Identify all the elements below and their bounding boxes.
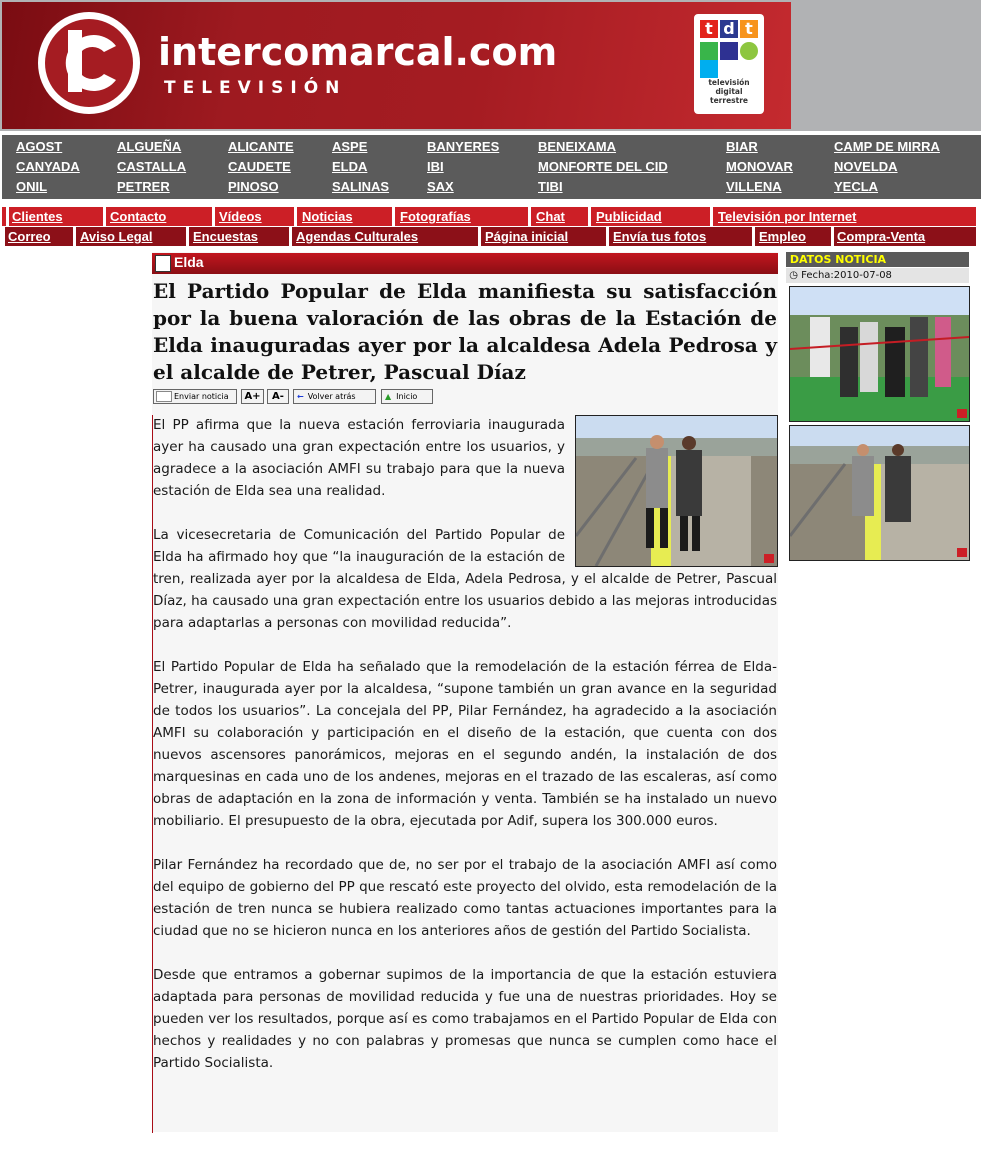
menu-videos[interactable]: Vídeos: [219, 209, 262, 224]
envelope-icon: [156, 391, 172, 402]
menu-separator: [2, 227, 5, 246]
section-label[interactable]: Elda: [174, 254, 204, 270]
menu-separator: [212, 207, 215, 226]
sidebar-date: ◷ Fecha:2010-07-08: [786, 268, 969, 283]
article-body: [153, 414, 777, 1096]
town-link[interactable]: VILLENA: [726, 179, 782, 194]
menu-correo[interactable]: Correo: [8, 229, 51, 244]
tdt-letter: d: [720, 20, 738, 38]
menu-noticias[interactable]: Noticias: [302, 209, 353, 224]
town-link[interactable]: CAUDETE: [228, 159, 291, 174]
town-link[interactable]: ONIL: [16, 179, 48, 194]
menu-clientes[interactable]: Clientes: [12, 209, 63, 224]
menu-separator: [606, 227, 609, 246]
town-link[interactable]: ASPE: [332, 139, 368, 154]
photo-spacer: [565, 414, 777, 564]
tdt-letter: t: [740, 20, 758, 38]
send-news-button[interactable]: Enviar noticia: [153, 389, 237, 404]
menu-separator: [752, 227, 755, 246]
arrow-left-icon: ←: [297, 392, 304, 401]
town-link[interactable]: YECLA: [834, 179, 879, 194]
tdt-block: [740, 42, 758, 60]
menu-pagina-inicial[interactable]: Página inicial: [485, 229, 569, 244]
menu-chat[interactable]: Chat: [536, 209, 565, 224]
tdt-block: [720, 42, 738, 60]
menu-separator: [103, 207, 106, 226]
menu-separator: [831, 227, 834, 246]
sidebar-photo-1[interactable]: [789, 286, 970, 422]
town-link[interactable]: MONOVAR: [726, 159, 793, 174]
menu-separator: [588, 207, 591, 226]
pencil-icon: [155, 255, 171, 272]
menu-publicidad[interactable]: Publicidad: [596, 209, 662, 224]
site-brand[interactable]: intercomarcal.com: [158, 30, 558, 74]
town-link[interactable]: ALGUEÑA: [117, 139, 182, 154]
town-link[interactable]: ELDA: [332, 159, 368, 174]
menu-contacto[interactable]: Contacto: [110, 209, 167, 224]
menu-bar-2: [2, 227, 976, 246]
town-link[interactable]: AGOST: [16, 139, 63, 154]
town-link[interactable]: BIAR: [726, 139, 758, 154]
town-link[interactable]: CAMP DE MIRRA: [834, 139, 940, 154]
towns-nav: [2, 135, 981, 199]
menu-separator: [289, 227, 292, 246]
section-bar: [152, 253, 778, 274]
clock-icon: ◷: [789, 270, 798, 281]
town-link[interactable]: ALICANTE: [228, 139, 294, 154]
town-link[interactable]: MONFORTE DEL CID: [538, 159, 668, 174]
town-link[interactable]: BANYERES: [427, 139, 500, 154]
back-button[interactable]: ← Volver atrás: [293, 389, 376, 404]
sidebar-title: DATOS NOTICIA: [786, 252, 969, 267]
article-paragraph: Pilar Fernández ha recordado que de, no ser por el trabajo de la asociación AMFI así como del equipo de gobierno del PP que rescató este proyecto del olvido, esta remodelación de la estación de tren nunca se hubiera realizado como tantas actuaciones importantes para la ciudad que no se hicieron nunca en los anteriores años de gestión del Partido Socialista.: [153, 857, 777, 939]
menu-separator: [6, 207, 9, 226]
menu-separator: [710, 207, 713, 226]
tdt-block: [700, 60, 718, 78]
font-increase-button[interactable]: A+: [241, 389, 264, 404]
menu-separator: [186, 227, 189, 246]
tdt-text: televisión digital terrestre: [708, 78, 750, 105]
tdt-letter: t: [700, 20, 718, 38]
menu-separator: [73, 227, 76, 246]
article-paragraph: El PP afirma que la nueva estación ferroviaria inaugurada ayer ha causado una gran expectación entre los usuarios, y agradece a la asociación AMFI su trabajo para que la nueva estación de Elda sea una realidad.: [153, 414, 777, 502]
article-paragraph: La vicesecretaria de Comunicación del Partido Popular de Elda ha afirmado hoy que “la inauguración de la estación de tren, realizada ayer por la alcaldesa de Elda, Adela Pedrosa, y el alcalde de Petrer, Pascual Díaz, ha causado una gran expectación entre los usuarios debido a las mejoras introducidas para adaptarlas a personas con movilidad reducida”.: [153, 527, 777, 631]
town-link[interactable]: IBI: [427, 159, 444, 174]
town-link[interactable]: SAX: [427, 179, 454, 194]
town-link[interactable]: PETRER: [117, 179, 170, 194]
town-link[interactable]: CASTALLA: [117, 159, 187, 174]
town-link[interactable]: PINOSO: [228, 179, 279, 194]
tdt-logo: [694, 14, 764, 114]
menu-separator: [392, 207, 395, 226]
menu-separator: [478, 227, 481, 246]
menu-encuestas[interactable]: Encuestas: [193, 229, 259, 244]
font-decrease-button[interactable]: A-: [267, 389, 289, 404]
menu-bar-1: [2, 207, 976, 226]
menu-aviso-legal[interactable]: Aviso Legal: [80, 229, 153, 244]
menu-envia-fotos[interactable]: Envía tus fotos: [613, 229, 707, 244]
town-link[interactable]: CANYADA: [16, 159, 80, 174]
town-link[interactable]: BENEIXAMA: [538, 139, 617, 154]
menu-fotografias[interactable]: Fotografías: [400, 209, 471, 224]
banner: [2, 2, 791, 129]
home-button[interactable]: ▲ Inicio: [381, 389, 433, 404]
article-headline: El Partido Popular de Elda manifiesta su satisfacción por la buena valoración de las obras de la Estación de Elda inauguradas ayer por la alcaldesa Adela Pedrosa y el alcalde de Petrer, Pascual Díaz: [153, 279, 777, 384]
town-link[interactable]: NOVELDA: [834, 159, 898, 174]
town-link[interactable]: TIBI: [538, 179, 563, 194]
header: [0, 0, 981, 131]
article-paragraph: El Partido Popular de Elda ha señalado que la remodelación de la estación férrea de Elda-Petrer, inaugurada ayer por la alcaldesa, “supone también un gran avance en la seguridad de todos los usuarios”. La concejala del PP, Pilar Fernández, ha agradecido a la asociación AMFI su colaboración y participación en el diseño de la estación, que cuenta con dos nuevos ascensores panorámicos, mejoras en el segundo andén, la instalación de dos marquesinas en cada uno de los andenes, mejoras en el trazado de las escaleras, así como obras de adaptación en la zona de información y venta. También se ha instalado un nuevo mobiliario. El presupuesto de la obra, ejecutada por Adif, supera los 300.000 euros.: [153, 659, 777, 829]
menu-empleo[interactable]: Empleo: [759, 229, 806, 244]
sidebar-photo-2[interactable]: [789, 425, 970, 561]
tdt-block: [700, 42, 718, 60]
site-subtitle: TELEVISIÓN: [164, 78, 347, 98]
arrow-up-icon: ▲: [385, 392, 392, 401]
logo-icon[interactable]: [38, 12, 140, 114]
article-paragraph: Desde que entramos a gobernar supimos de la importancia de que la estación estuviera adaptada para personas de movilidad reducida y fue una de nuestras prioridades. Hoy se pueden ver los resultados, porque así es como trabajamos en el Partido Popular de Elda con hechos y realidades y no con palabras y promesas que nunca se cumplen como hace el Partido Socialista.: [153, 967, 777, 1071]
menu-compra-venta[interactable]: Compra-Venta: [837, 229, 926, 244]
menu-tv-internet[interactable]: Televisión por Internet: [718, 209, 857, 224]
menu-separator: [294, 207, 297, 226]
menu-separator: [528, 207, 531, 226]
town-link[interactable]: SALINAS: [332, 179, 390, 194]
menu-agendas[interactable]: Agendas Culturales: [296, 229, 419, 244]
